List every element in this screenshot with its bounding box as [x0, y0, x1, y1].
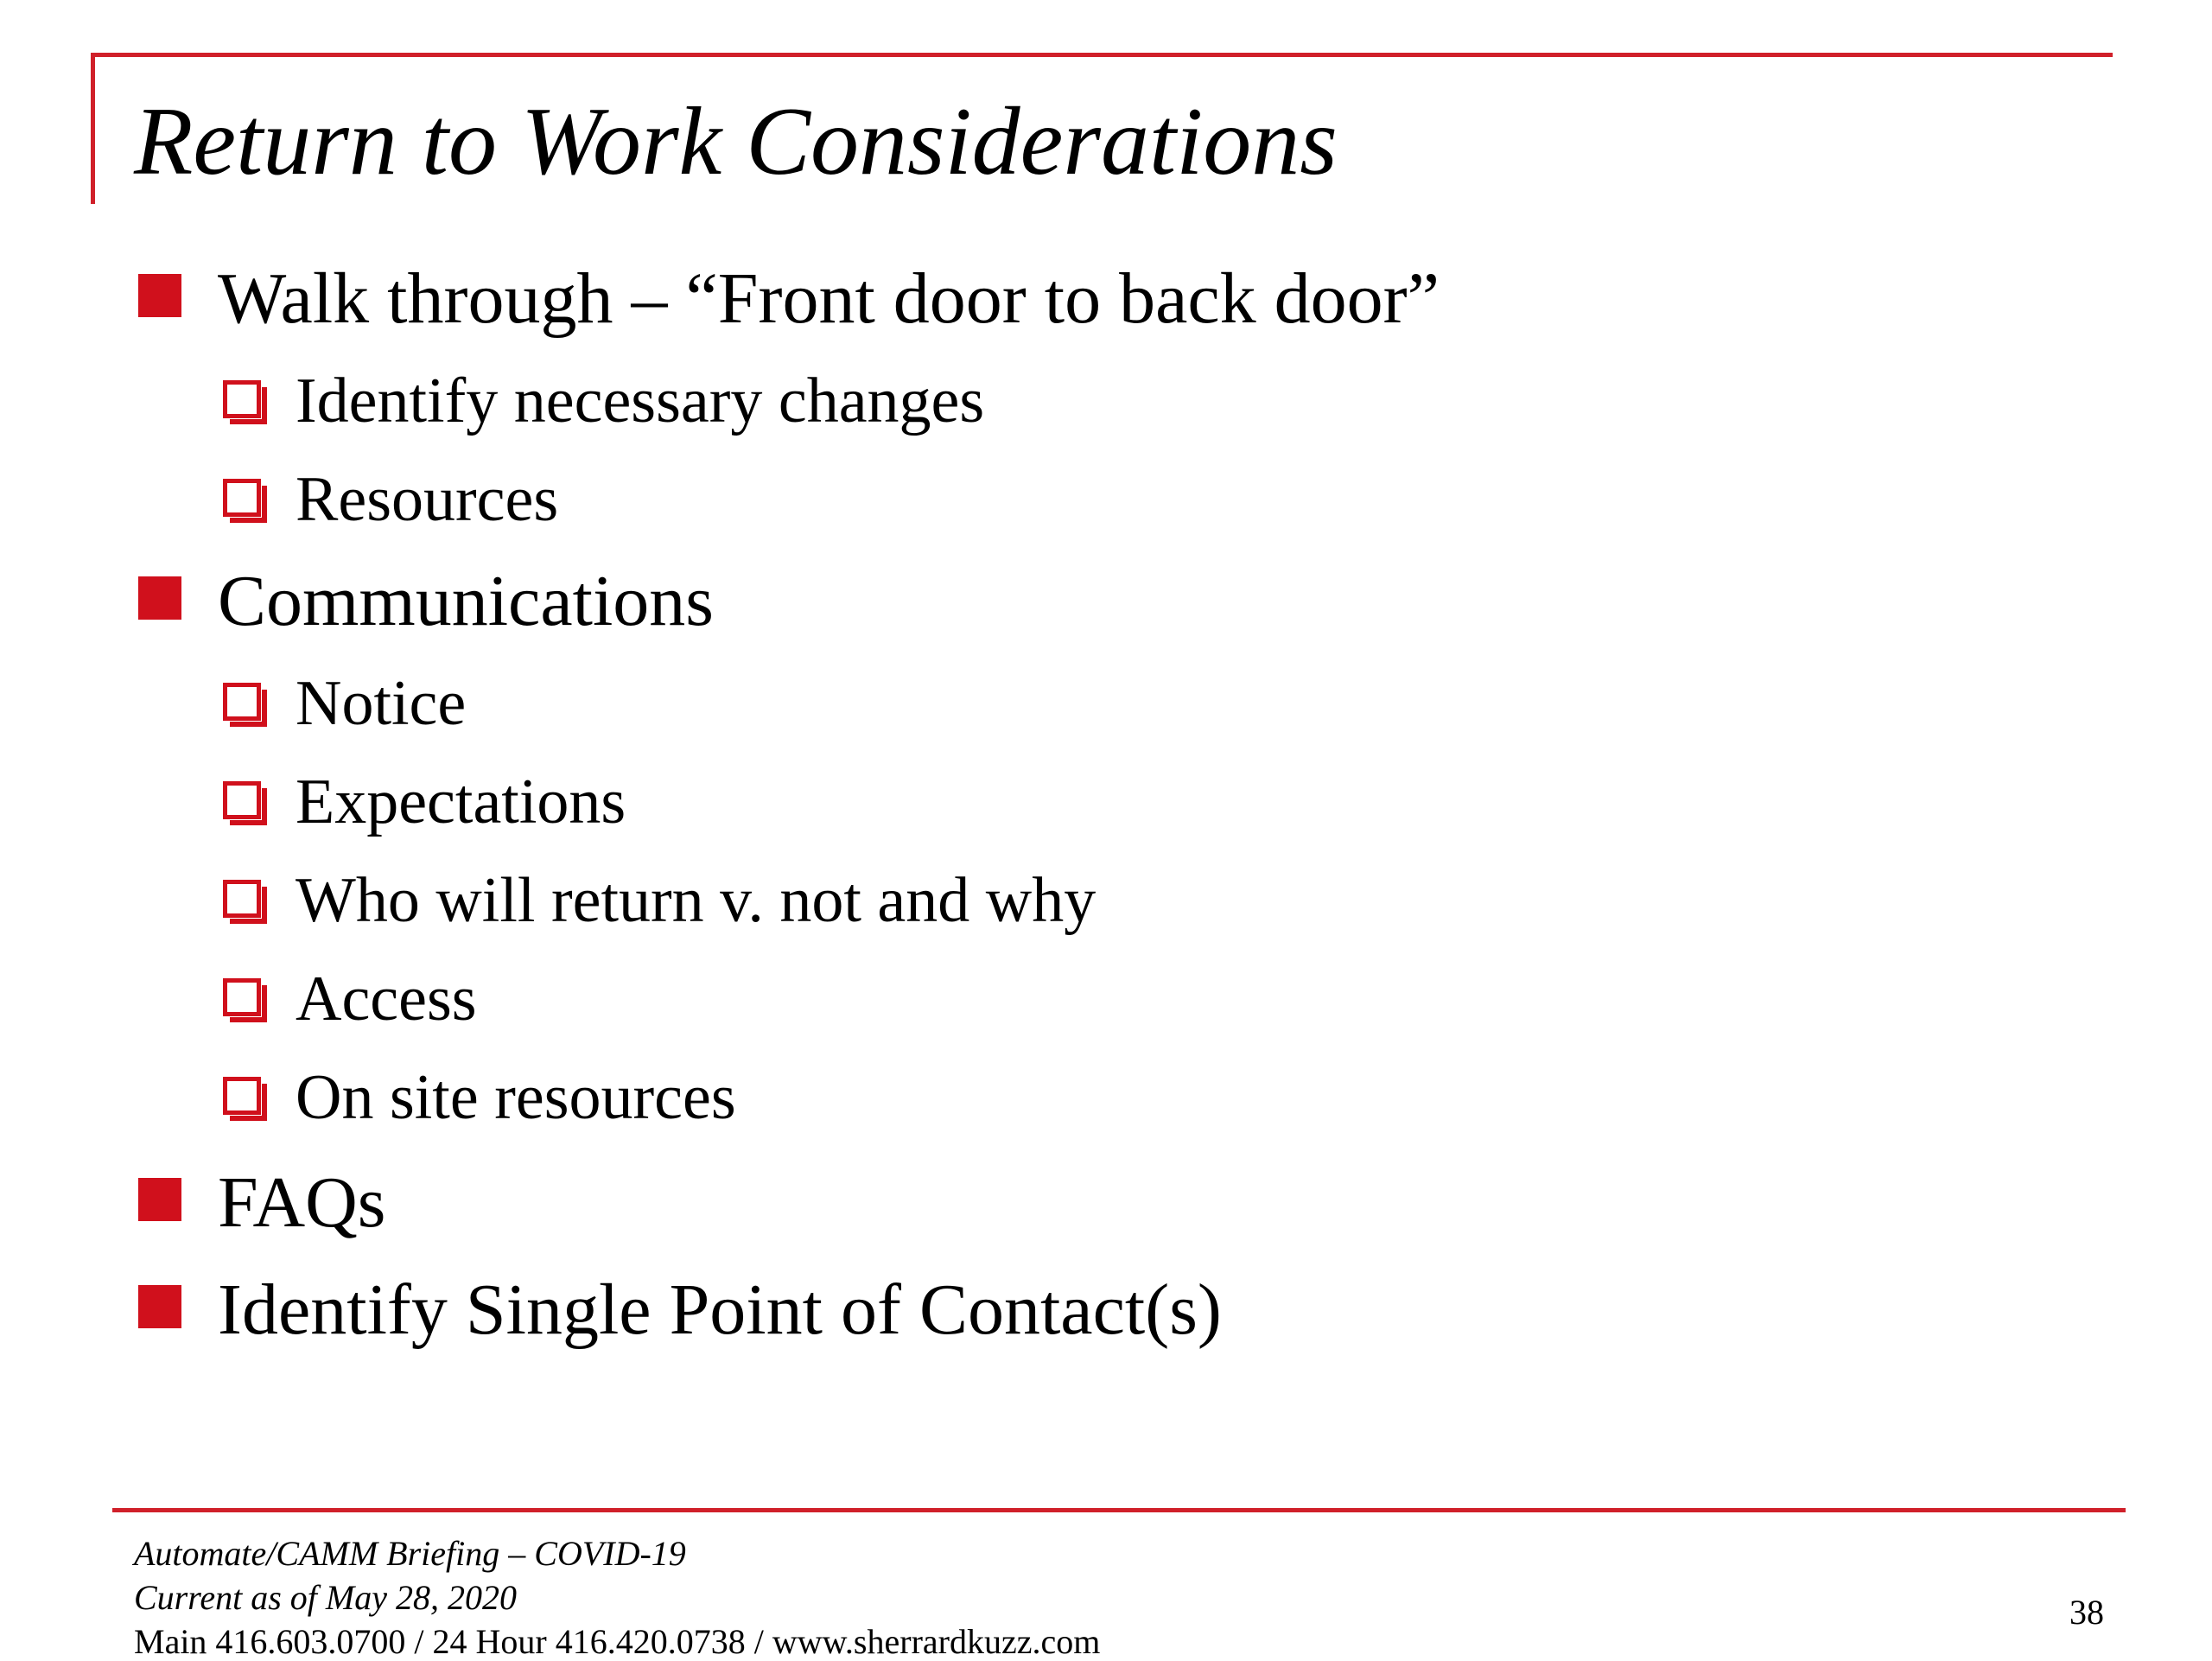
- checkbox-bullet-icon: [223, 1077, 261, 1115]
- footer-contact-line: Main 416.603.0700 / 24 Hour 416.420.0738 / www.sherrardkuzz.com: [134, 1622, 1101, 1661]
- bullet-text: On site resources: [296, 1061, 736, 1133]
- footer-current-date: Current as of May 28, 2020: [134, 1578, 517, 1617]
- bullet-text: FAQs: [218, 1161, 386, 1243]
- bullet-text: Identify necessary changes: [296, 365, 985, 436]
- bullet-text: Walk through – “Front door to back door”: [218, 258, 1440, 339]
- sub-bullet-who-will-return: [223, 857, 1096, 944]
- title-top-rule: [91, 53, 2113, 57]
- footer-briefing-title: Automate/CAMM Briefing – COVID-19: [134, 1534, 686, 1573]
- checkbox-bullet-icon: [223, 683, 261, 721]
- page-number: 38: [2069, 1593, 2104, 1632]
- bullet-text: Access: [296, 963, 477, 1034]
- bullet-text: Communications: [218, 560, 714, 641]
- bullet-text: Who will return v. not and why: [296, 864, 1096, 936]
- slide-title: Return to Work Considerations: [134, 88, 1338, 195]
- checkbox-bullet-icon: [223, 781, 261, 819]
- checkbox-bullet-icon: [223, 479, 261, 517]
- footer-rule: [112, 1508, 2126, 1512]
- bullet-text: Notice: [296, 667, 467, 739]
- sub-bullet-on-site-resources: [223, 1054, 736, 1141]
- checkbox-bullet-icon: [223, 978, 261, 1016]
- bullet-text: Expectations: [296, 766, 626, 837]
- bullet-single-point-of-contact: [138, 1262, 1222, 1357]
- square-bullet-icon: [138, 576, 181, 620]
- square-bullet-icon: [138, 1285, 181, 1328]
- checkbox-bullet-icon: [223, 380, 261, 418]
- sub-bullet-resources: [223, 456, 558, 543]
- sub-bullet-notice: [223, 660, 466, 747]
- bullet-walk-through: [138, 251, 1440, 346]
- title-left-rule: [91, 53, 95, 204]
- bullet-text: Resources: [296, 463, 559, 535]
- sub-bullet-access: [223, 956, 477, 1042]
- square-bullet-icon: [138, 274, 181, 317]
- sub-bullet-identify-changes: [223, 358, 984, 444]
- sub-bullet-expectations: [223, 759, 626, 845]
- checkbox-bullet-icon: [223, 880, 261, 918]
- bullet-text: Identify Single Point of Contact(s): [218, 1269, 1222, 1350]
- bullet-faqs: [138, 1155, 386, 1250]
- bullet-communications: [138, 553, 714, 648]
- square-bullet-icon: [138, 1178, 181, 1221]
